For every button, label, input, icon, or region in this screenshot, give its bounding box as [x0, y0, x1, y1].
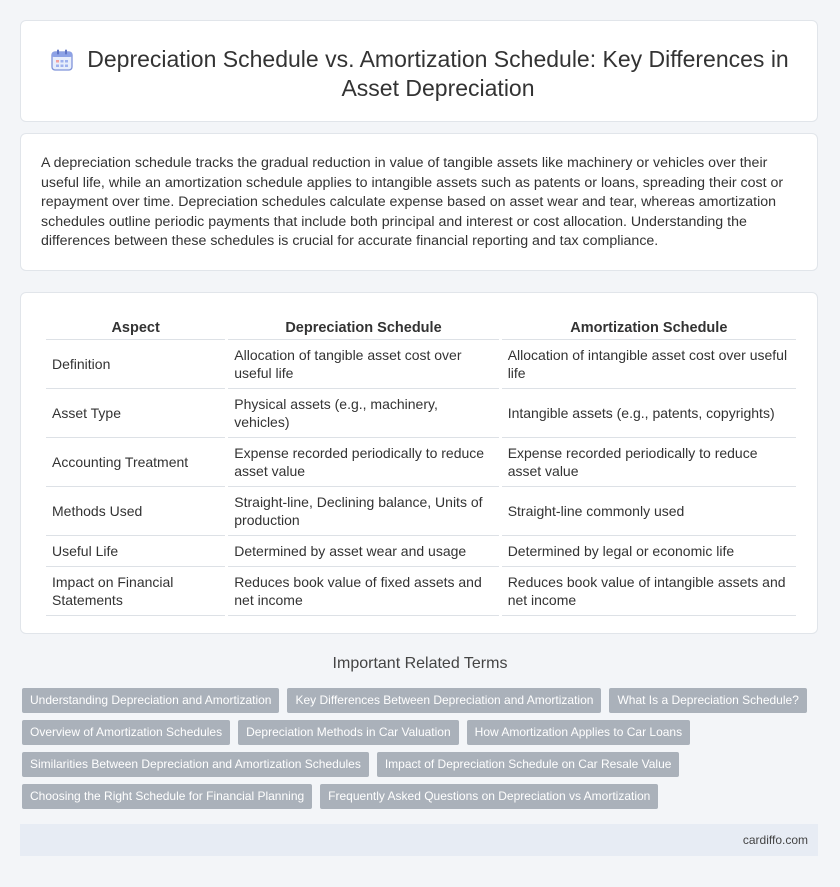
amortization-cell: Intangible assets (e.g., patents, copyrights) — [502, 389, 796, 438]
intro-paragraph: A depreciation schedule tracks the gradual reduction in value of tangible assets like machinery or vehicles over their useful life, while an amortization schedule applies to intangible assets such as patents or loans, spreading their cost or repayment over time. Depreciation schedules calculate expense based on asset wear and tear, whereas amortization schedules outline periodic payments that include both principal and interest or cost allocation. Understanding the differences between these schedules is crucial for accurate financial reporting and tax compliance. — [41, 155, 784, 249]
related-term-link[interactable]: Understanding Depreciation and Amortization — [22, 688, 279, 713]
table-row — [46, 487, 796, 536]
amortization-cell: Allocation of intangible asset cost over useful life — [502, 340, 796, 389]
related-term-link[interactable]: Key Differences Between Depreciation and Amortization — [287, 688, 601, 713]
table-row — [46, 389, 796, 438]
related-term-link[interactable]: What Is a Depreciation Schedule? — [609, 688, 806, 713]
comparison-card — [20, 292, 818, 634]
table-row — [46, 536, 796, 567]
header-amortization: Amortization Schedule — [502, 315, 796, 340]
table-row — [46, 340, 796, 389]
depreciation-cell: Physical assets (e.g., machinery, vehicles) — [228, 389, 498, 438]
related-term-link[interactable]: Depreciation Methods in Car Valuation — [238, 720, 459, 745]
amortization-cell: Expense recorded periodically to reduce asset value — [502, 438, 796, 487]
aspect-cell: Accounting Treatment — [46, 438, 225, 487]
depreciation-cell: Determined by asset wear and usage — [228, 536, 498, 567]
depreciation-cell: Expense recorded periodically to reduce asset value — [228, 438, 498, 487]
depreciation-cell: Reduces book value of fixed assets and net income — [228, 567, 498, 616]
related-terms-list — [22, 688, 822, 809]
aspect-cell: Useful Life — [46, 536, 225, 567]
table-row — [46, 567, 796, 616]
aspect-cell: Asset Type — [46, 389, 225, 438]
aspect-cell: Definition — [46, 340, 225, 389]
aspect-cell: Impact on Financial Statements — [46, 567, 225, 616]
depreciation-cell: Allocation of tangible asset cost over useful life — [228, 340, 498, 389]
title-card — [20, 20, 818, 122]
table-header-row — [46, 315, 796, 340]
related-term-link[interactable]: How Amortization Applies to Car Loans — [467, 720, 690, 745]
related-terms-heading: Important Related Terms — [332, 655, 508, 672]
header-depreciation: Depreciation Schedule — [228, 315, 498, 340]
calendar-icon — [49, 47, 75, 73]
page-title: Depreciation Schedule vs. Amortization Schedule: Key Differences in Asset Depreciation — [87, 46, 789, 101]
related-term-link[interactable]: Similarities Between Depreciation and Amortization Schedules — [22, 752, 369, 777]
aspect-cell: Methods Used — [46, 487, 225, 536]
related-term-link[interactable]: Choosing the Right Schedule for Financial Planning — [22, 784, 312, 809]
amortization-cell: Determined by legal or economic life — [502, 536, 796, 567]
related-term-link[interactable]: Frequently Asked Questions on Depreciation vs Amortization — [320, 784, 658, 809]
intro-card — [20, 133, 818, 271]
table-row — [46, 438, 796, 487]
depreciation-cell: Straight-line, Declining balance, Units of production — [228, 487, 498, 536]
comparison-table — [43, 315, 799, 616]
footer-site-link[interactable]: cardiffo.com — [742, 833, 808, 847]
amortization-cell: Reduces book value of intangible assets and net income — [502, 567, 796, 616]
amortization-cell: Straight-line commonly used — [502, 487, 796, 536]
related-term-link[interactable]: Overview of Amortization Schedules — [22, 720, 230, 745]
header-aspect: Aspect — [46, 315, 225, 340]
related-term-link[interactable]: Impact of Depreciation Schedule on Car Resale Value — [377, 752, 680, 777]
footer — [20, 824, 818, 856]
